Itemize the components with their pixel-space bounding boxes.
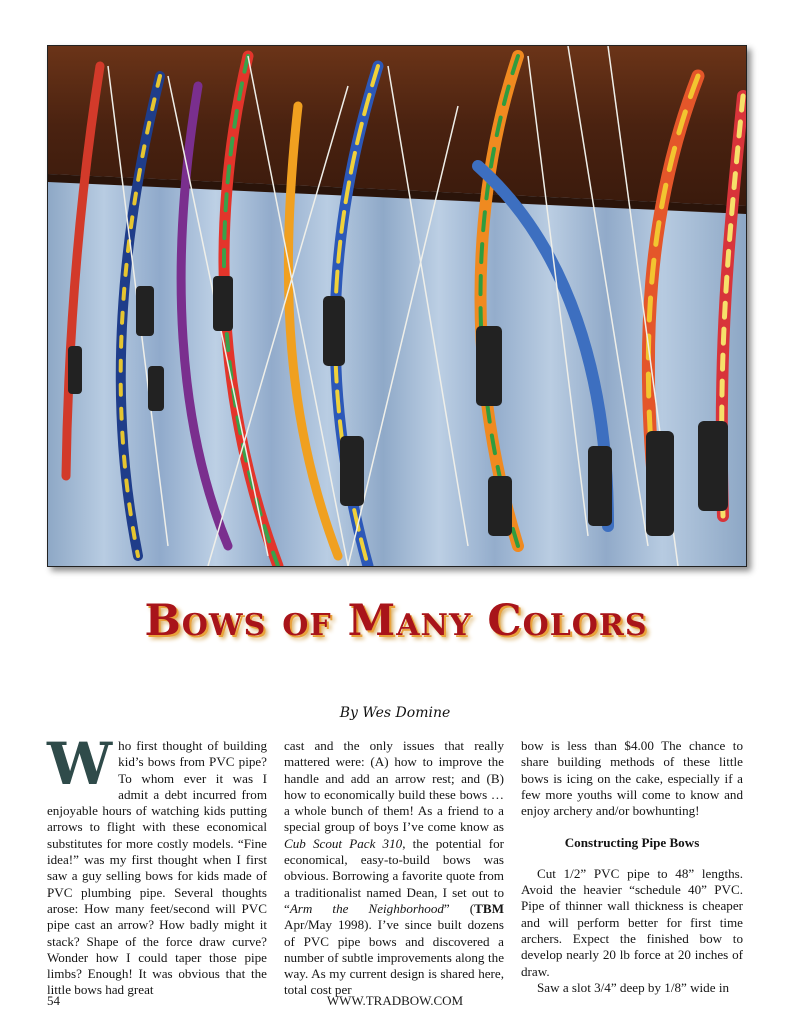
column-3-paragraph-1: bow is less than $4.00 The chance to share building methods of these little bows is icing on the cake, especially if a few more youths will come to know and enjoy archery and/or bowhunting! xyxy=(521,738,743,819)
column-2-emphasis-quote: Arm the Neighborhood xyxy=(289,900,444,916)
column-2-text-b: , the potential for economical, easy-to-build bows was obvious. Borrowing a favorite quote from a traditionalist named Dean, I set out to “ xyxy=(284,835,504,916)
footer-url: WWW.TRADBOW.COM xyxy=(326,993,464,1008)
column-2-text-c: ” ( xyxy=(443,900,475,916)
column-2-text-d: Apr/May 1998). I’ve since built dozens of PVC pipe bows and discovered a number of subtle improvements along the way. As my current design is shared here, total cost per xyxy=(284,917,504,998)
column-2-emphasis-pack: Cub Scout Pack 310 xyxy=(284,835,403,851)
bows-photo xyxy=(47,45,747,567)
section-subhead: Constructing Pipe Bows xyxy=(564,835,700,851)
article-column-3 xyxy=(521,738,743,996)
article-title: Bows of Many Colors xyxy=(144,596,648,646)
column-2-tbm: TBM xyxy=(474,900,504,916)
byline: By Wes Domine xyxy=(339,705,451,721)
drop-cap: W xyxy=(47,730,113,798)
article-column-2 xyxy=(284,738,504,999)
article-column-1 xyxy=(47,730,267,999)
bows-photo-illustration xyxy=(48,46,746,566)
column-3-paragraph-2: Cut 1/2” PVC pipe to 48” lengths. Avoid the heavier “schedule 40” PVC. Pipe of thinner wall thickness is cheaper and will perform better for first time archers. Expect the finished bow to develop nearly 20 lb force at 20 inches of draw. xyxy=(521,865,743,979)
page-number: 54 xyxy=(47,993,60,1008)
column-1-text: ho first thought of building kid’s bows from PVC pipe? To whom ever it was I admit a debt incurred from enjoyable hours of watching kids putting arrows to flight with these economical substitutes for more costly models. “Fine idea!” was my first thought when I first saw a guy selling bows for kids made of PVC plumbing pipe. Several thoughts arose: How many feet/second will PVC pipe cast an arrow? How badly might it stack? Shape of the force draw curve? Wonder how I could taper those pipe limbs? Enough! It was obvious that the little bows had great xyxy=(47,738,267,998)
column-3-paragraph-3: Saw a slot 3/4” deep by 1/8” wide in xyxy=(537,979,730,995)
column-2-text-a: cast and the only issues that really mattered were: (A) how to improve the handle and add an arrow rest; and (B) how to economically build these bows … a whole bunch of them! As a friend to a special group of boys I’ve come know as xyxy=(284,738,504,835)
